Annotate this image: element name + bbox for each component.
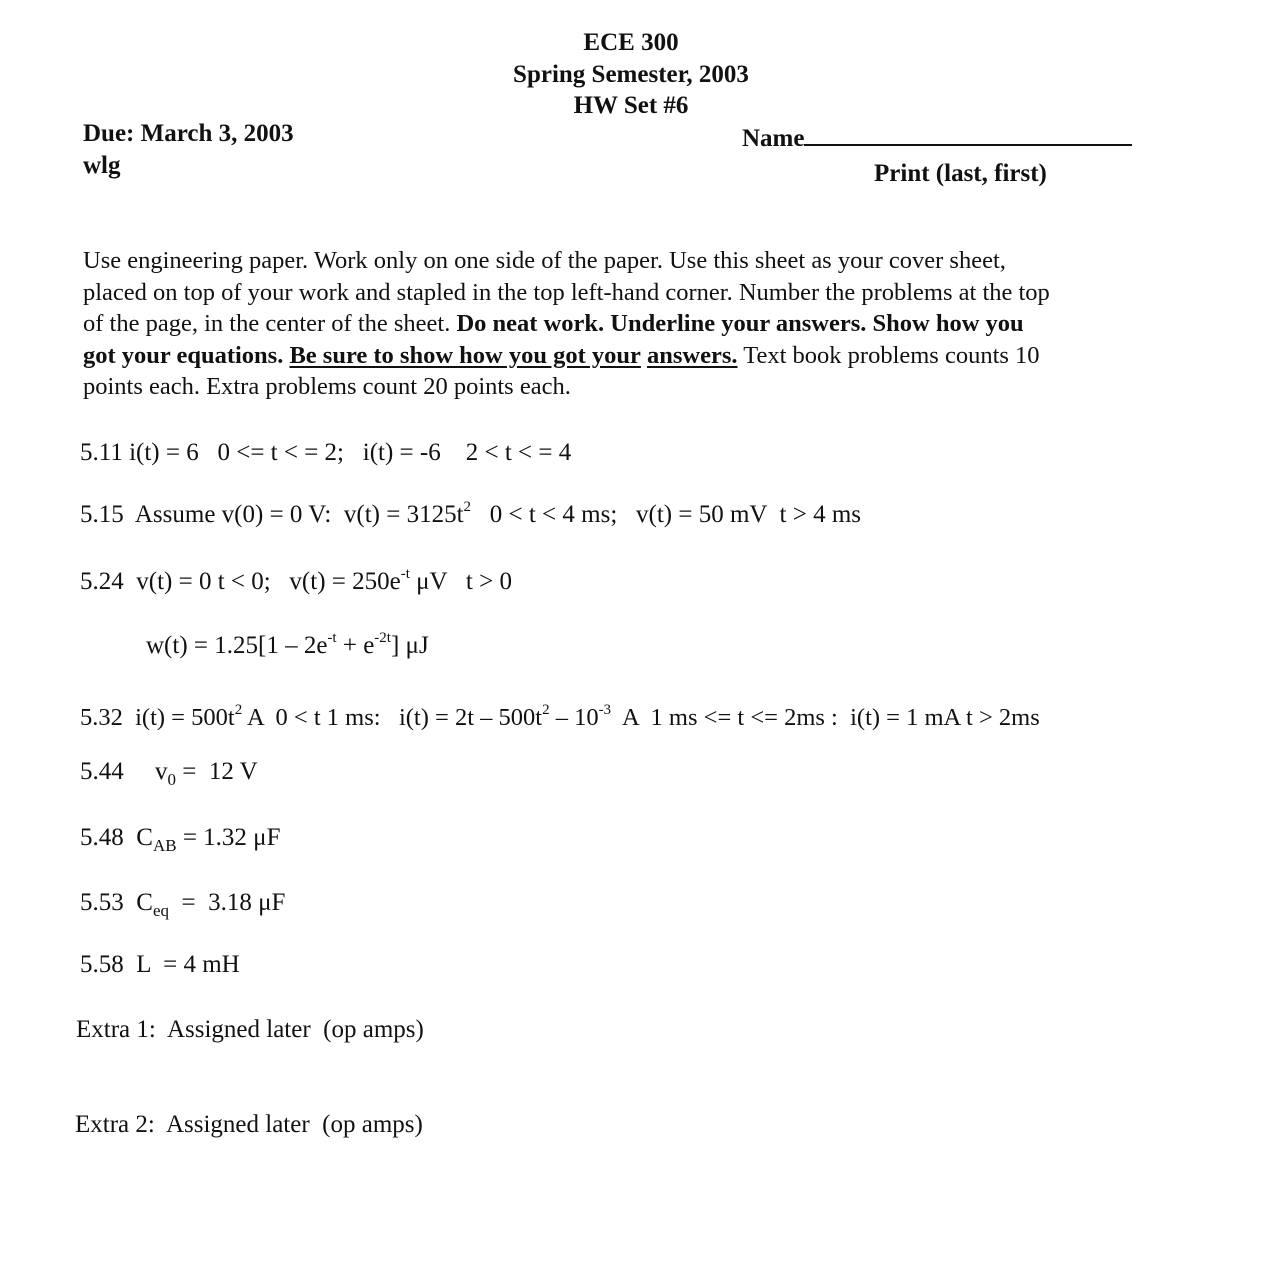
problem-5-53-text-a: 5.53 C [80,889,153,916]
energy-exponent-a: -t [327,629,337,646]
instructions-underlined-a: Be sure to show how you got your [289,341,641,369]
problem-5-53-text-b: = 3.18 μF [168,889,286,916]
hw-set-title: HW Set #6 [573,92,689,119]
problem-5-48-subscript: AB [152,836,177,855]
instructions-line-4 [83,340,1193,372]
instructions-line-3-bold: Do neat work. Underline your answers. Show how you [456,310,1024,337]
problem-5-24-energy [146,631,429,661]
problem-5-24-text-b: μV t > 0 [409,568,512,595]
problem-5-15-text-a: 5.15 Assume v(0) = 0 V: v(t) = 3125t [80,501,464,528]
instructions-line-3 [83,308,1193,340]
problem-5-24-exponent: -t [400,565,410,582]
problem-5-53 [80,888,285,918]
problem-5-48-text-b: = 1.32 μF [176,824,281,851]
name-field [742,124,1132,154]
energy-text-a: w(t) = 1.25[1 – 2e [146,632,328,659]
energy-text-c: ] μJ [390,632,429,659]
instructions-line-2: placed on top of your work and stapled in the top left-hand corner. Number the problems at the top [83,278,1050,306]
problem-5-32 [80,703,1040,733]
problem-5-15-exponent: 2 [463,498,472,515]
print-hint: Print (last, first) [874,160,1047,187]
due-date: Due: March 3, 2003 [83,120,294,147]
instructions-line-5: points each. Extra problems count 20 points each. [83,373,571,400]
author-initials: wlg [83,152,121,179]
instructions-line-4-bold: got your equations. [83,341,284,369]
problem-5-15-text-b: 0 < t < 4 ms; v(t) = 50 mV t > 4 ms [471,501,861,528]
instructions-line-3-plain: of the page, in the center of the sheet. [83,310,451,337]
problem-5-32-exp-c: -3 [598,701,612,718]
problem-5-53-subscript: eq [152,901,169,920]
problem-5-44-subscript: 0 [167,770,176,789]
course-title: ECE 300 [583,29,679,56]
problem-5-24-text-a: 5.24 v(t) = 0 t < 0; v(t) = 250e [80,568,401,595]
problem-5-44 [80,757,258,787]
problem-5-44-text-a: 5.44 v [80,758,168,785]
problem-5-15 [80,500,861,530]
extra-problem-2: Extra 2: Assigned later (op amps) [75,1111,423,1138]
problem-5-32-text-a: 5.32 i(t) = 500t [80,704,235,731]
problem-5-32-text-b: A 0 < t 1 ms: i(t) = 2t – 500t [242,704,543,731]
problem-5-24 [80,567,512,597]
problem-5-32-exp-a: 2 [234,701,243,718]
problem-5-44-text-b: = 12 V [176,758,258,785]
problem-5-11: 5.11 i(t) = 6 0 <= t < = 2; i(t) = -6 2 < t < = 4 [80,439,572,466]
energy-text-b: + e [336,632,375,659]
semester-title: Spring Semester, 2003 [513,61,749,88]
problem-5-58: 5.58 L = 4 mH [80,951,240,978]
problem-5-32-exp-b: 2 [542,701,550,718]
problem-5-32-text-d: A 1 ms <= t <= 2ms : i(t) = 1 mA t > 2ms [611,704,1040,731]
problem-5-48-text-a: 5.48 C [80,824,153,851]
instructions-paragraph [83,245,1193,403]
problem-5-32-text-c: – 10 [549,704,599,731]
instructions-line-4-plain: Text book problems counts 10 [743,341,1040,369]
name-blank-line [804,124,1132,146]
energy-exponent-b: -2t [374,629,391,646]
instructions-line-1: Use engineering paper. Work only on one side of the paper. Use this sheet as your cover sheet, [83,247,1006,274]
problem-5-48 [80,823,280,853]
name-label: Name [742,125,805,152]
extra-problem-1: Extra 1: Assigned later (op amps) [76,1016,424,1043]
instructions-underlined-b: answers. [647,341,738,369]
